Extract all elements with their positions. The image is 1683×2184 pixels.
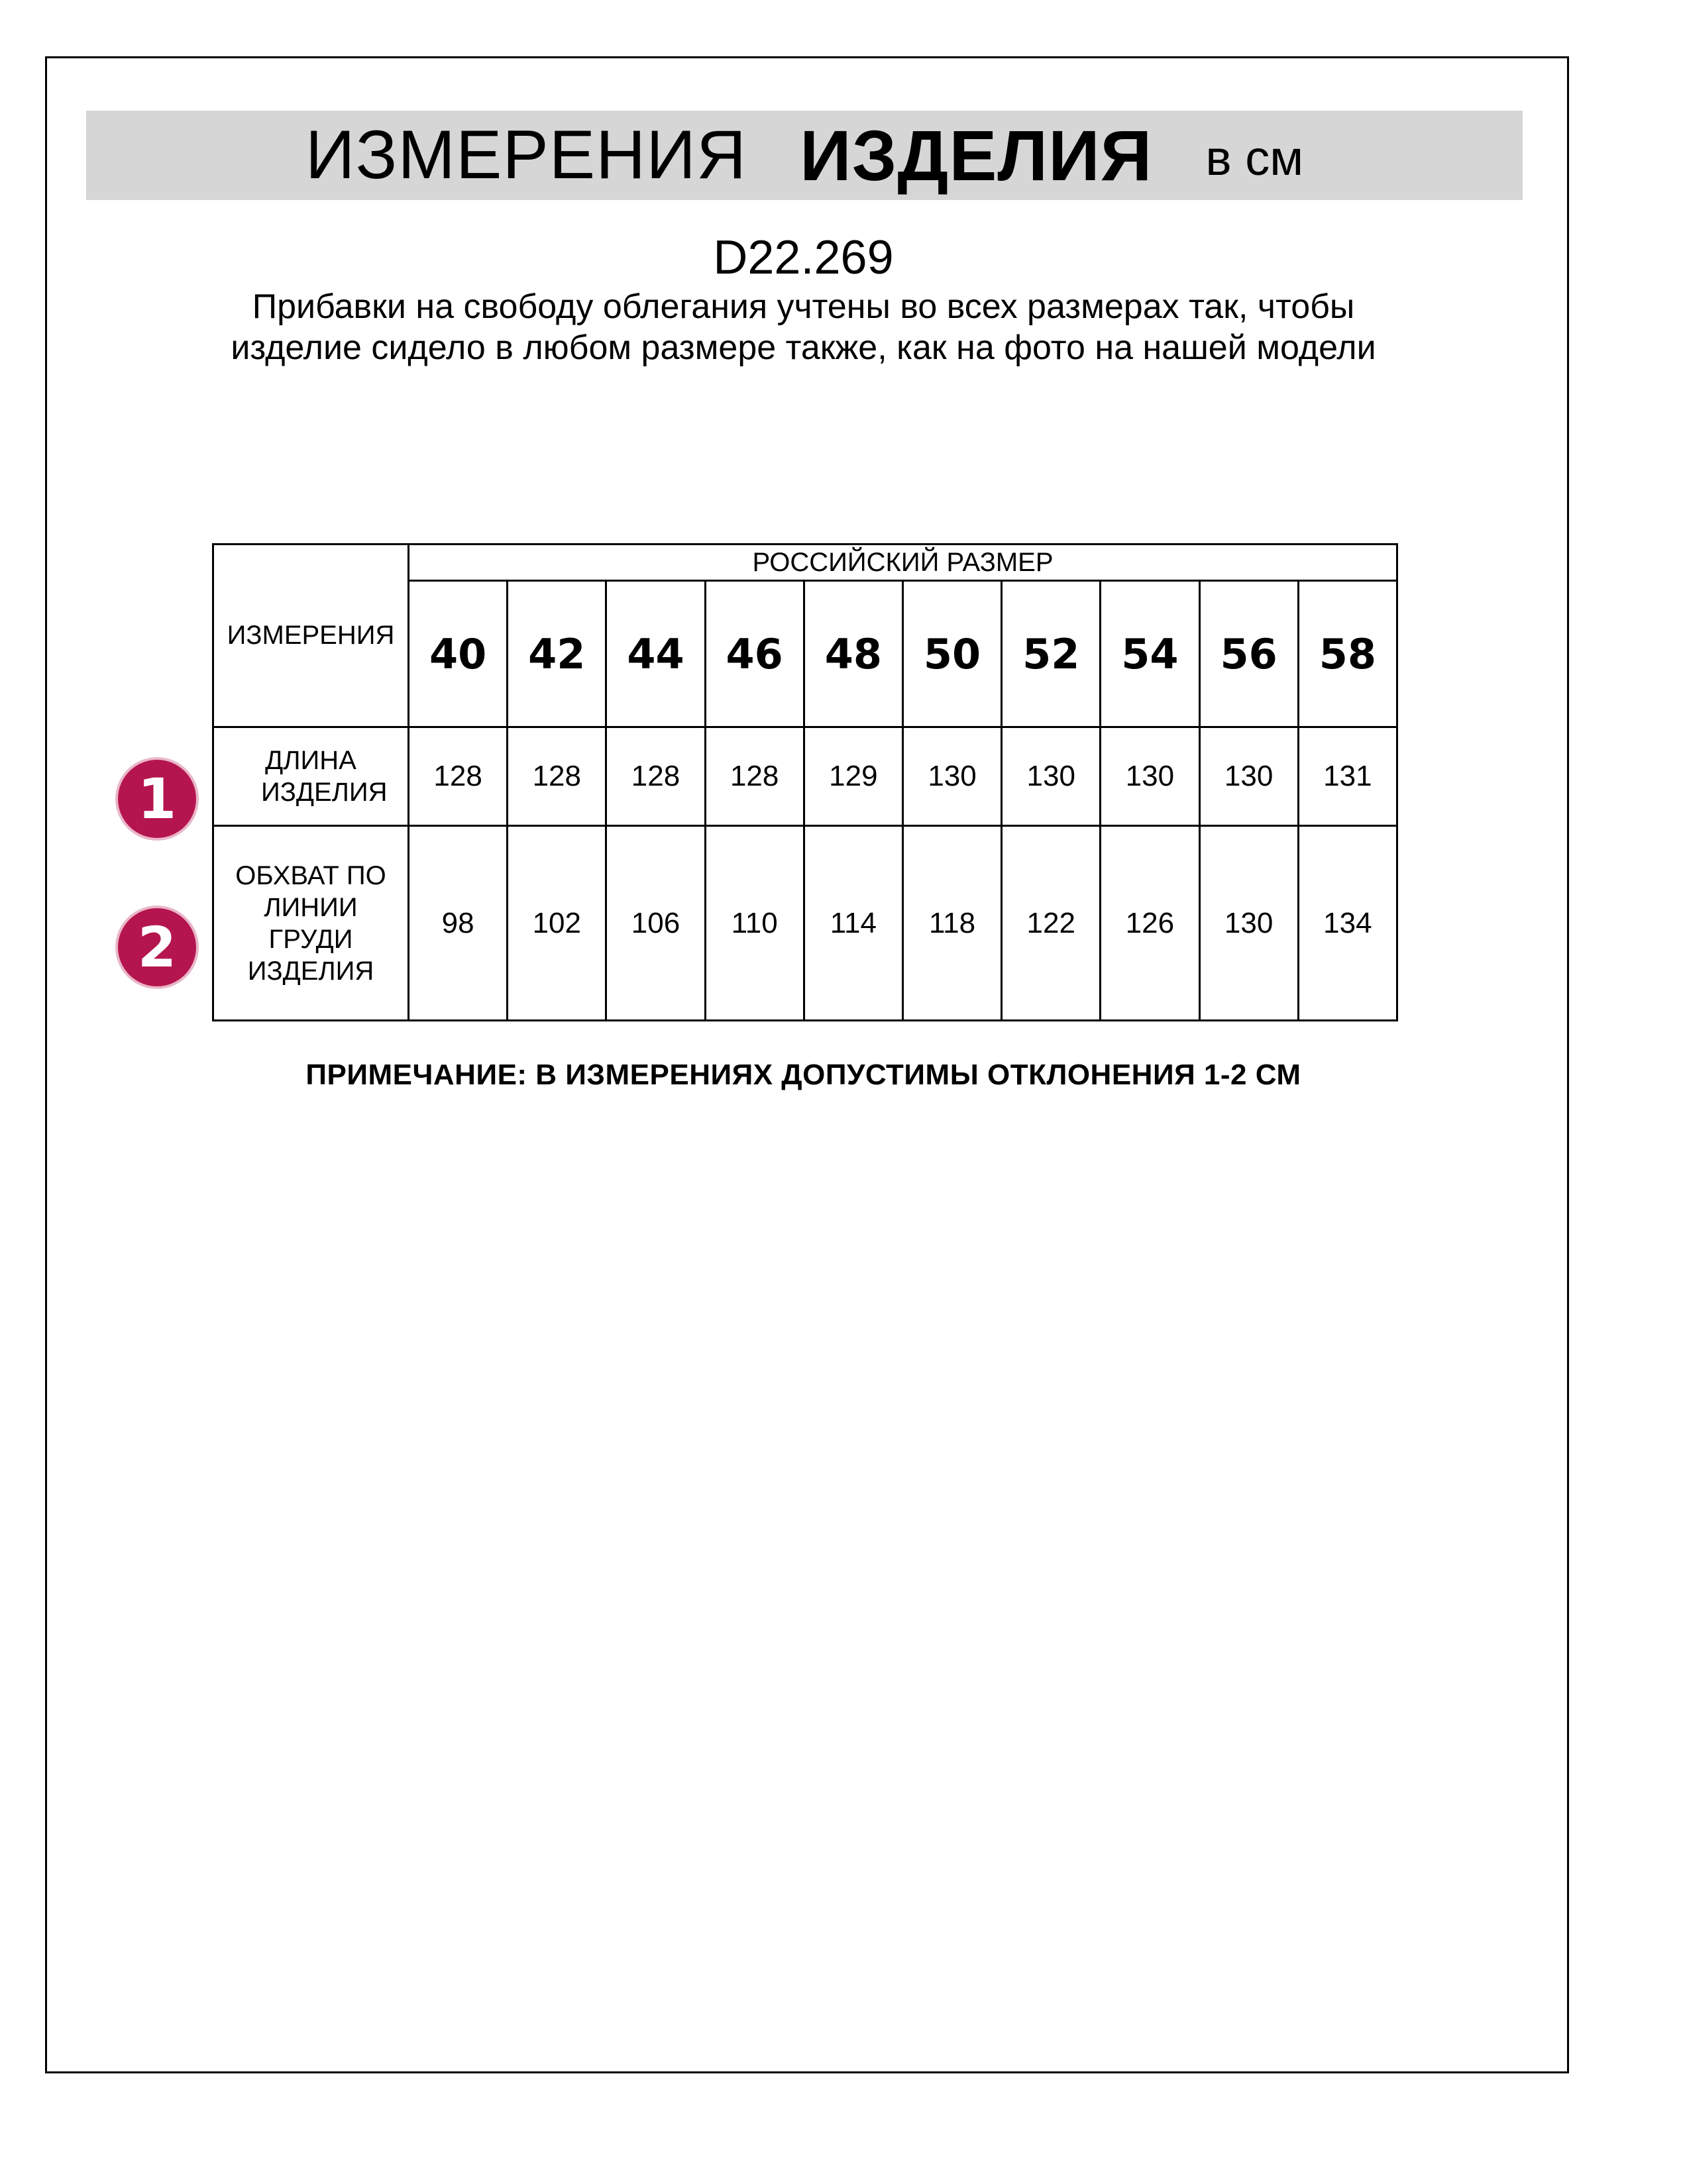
value-cell: 130 xyxy=(902,727,1001,826)
value-cell: 134 xyxy=(1298,826,1397,1021)
size-header-cell: 50 xyxy=(902,581,1001,727)
value-cell: 128 xyxy=(508,727,606,826)
value-cell: 122 xyxy=(1002,826,1101,1021)
region-header-cell: РОССИЙСКИЙ РАЗМЕР xyxy=(409,545,1397,581)
value-cell: 106 xyxy=(606,826,705,1021)
row-label-chest xyxy=(213,826,409,1021)
size-header-cell: 52 xyxy=(1002,581,1101,727)
title-bold: ИЗДЕЛИЯ xyxy=(800,115,1153,195)
row-label-text: ОБХВАТ ПО ЛИНИИ ГРУДИ ИЗДЕЛИЯ xyxy=(235,860,386,986)
value-cell: 98 xyxy=(409,826,508,1021)
size-table xyxy=(212,543,1398,1021)
row-label-text: ДЛИНА ИЗДЕЛИЯ xyxy=(261,746,388,807)
row-label-length xyxy=(213,727,409,826)
measurements-header-cell: ИЗМЕРЕНИЯ xyxy=(213,545,409,727)
measurement-marker-2: 2 xyxy=(118,908,196,986)
table-row xyxy=(213,826,1397,1021)
table-row xyxy=(213,727,1397,826)
product-code: D22.269 xyxy=(713,231,894,284)
size-header-cell: 58 xyxy=(1298,581,1397,727)
title-unit: в см xyxy=(1205,130,1304,185)
value-cell: 130 xyxy=(1199,826,1298,1021)
tolerance-note: ПРИМЕЧАНИЕ: В ИЗМЕРЕНИЯХ ДОПУСТИМЫ ОТКЛОНЕНИЯ 1-2 СМ xyxy=(305,1059,1301,1091)
size-header-cell: 40 xyxy=(409,581,508,727)
size-header-cell: 48 xyxy=(804,581,902,727)
value-cell: 118 xyxy=(902,826,1001,1021)
value-cell: 131 xyxy=(1298,727,1397,826)
value-cell: 110 xyxy=(705,826,804,1021)
value-cell: 130 xyxy=(1199,727,1298,826)
value-cell: 128 xyxy=(606,727,705,826)
value-cell: 126 xyxy=(1101,826,1199,1021)
measurement-marker-1: 1 xyxy=(118,760,196,838)
value-cell: 114 xyxy=(804,826,902,1021)
title-banner xyxy=(86,111,1523,200)
value-cell: 129 xyxy=(804,727,902,826)
value-cell: 102 xyxy=(508,826,606,1021)
size-header-cell: 42 xyxy=(508,581,606,727)
value-cell: 130 xyxy=(1002,727,1101,826)
size-header-cell: 46 xyxy=(705,581,804,727)
size-header-cell: 54 xyxy=(1101,581,1199,727)
size-header-cell: 44 xyxy=(606,581,705,727)
value-cell: 130 xyxy=(1101,727,1199,826)
fit-description: Прибавки на свободу облегания учтены во всех размерах так, чтобы изделие сидело в любом размере также, как на фото на нашей модели xyxy=(231,287,1376,367)
size-header-cell: 56 xyxy=(1199,581,1298,727)
value-cell: 128 xyxy=(705,727,804,826)
value-cell: 128 xyxy=(409,727,508,826)
title-light: ИЗМЕРЕНИЯ xyxy=(305,117,747,193)
